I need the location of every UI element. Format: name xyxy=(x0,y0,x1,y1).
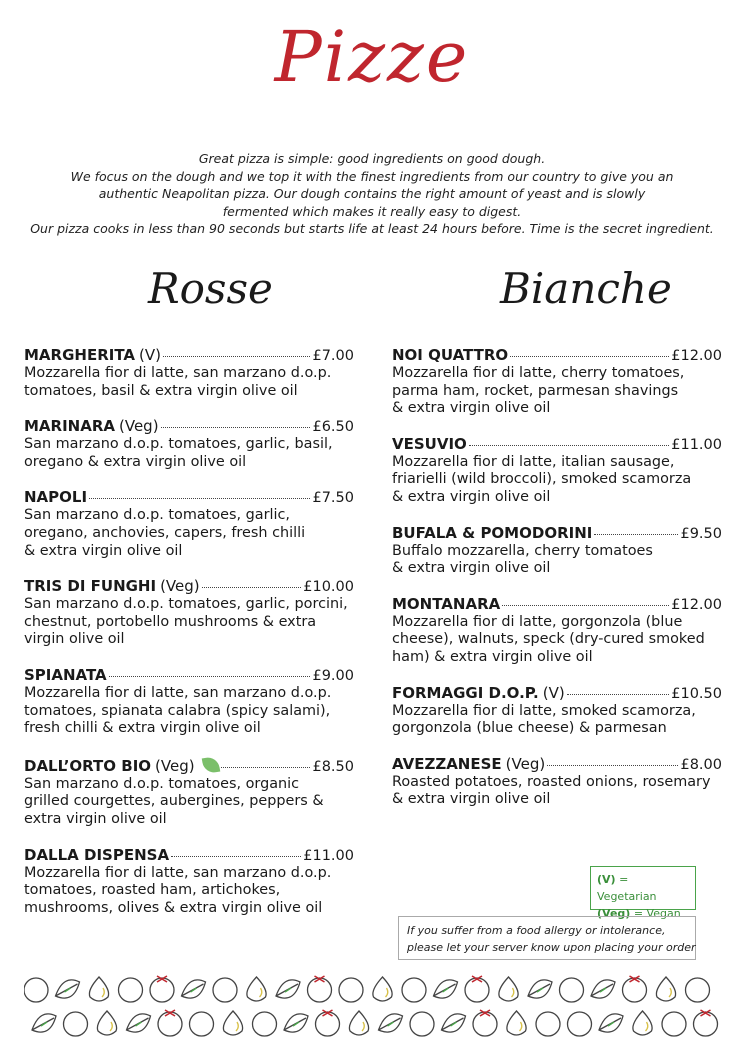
circle-icon xyxy=(190,1012,214,1036)
circle-icon xyxy=(402,978,426,1002)
menu-item-description: virgin olive oil xyxy=(24,631,125,648)
food-icon-border xyxy=(24,972,724,1042)
tomato-icon xyxy=(158,1010,182,1036)
dot-leader xyxy=(567,694,670,695)
leaf-icon xyxy=(599,1014,623,1032)
menu-item-diet-note: (Veg) xyxy=(505,754,546,773)
menu-item-description: tomatoes, basil & extra virgin olive oil xyxy=(24,382,298,399)
menu-item xyxy=(24,755,354,829)
circle-icon xyxy=(64,1012,88,1036)
intro-line: fermented which makes it really easy to digest. xyxy=(222,203,522,219)
menu-item xyxy=(392,524,722,578)
menu-item xyxy=(392,755,722,809)
allergy-line: If you suffer from a food allergy or intolerance, xyxy=(407,924,666,937)
menu-item-price: £7.50 xyxy=(312,490,354,507)
menu-item-header xyxy=(392,684,722,703)
menu-item-name: DALLA DISPENSA xyxy=(24,845,170,864)
menu-item-description: parma ham, rocket, parmesan shavings xyxy=(392,382,679,399)
circle-icon xyxy=(560,978,584,1002)
menu-item-description: Mozzarella fior di latte, italian sausage, xyxy=(392,453,675,470)
menu-item-price: £12.00 xyxy=(671,596,722,613)
leaf-icon xyxy=(276,980,300,998)
dot-leader xyxy=(510,356,669,357)
rosse-column xyxy=(24,346,354,934)
menu-item-description: oregano & extra virgin olive oil xyxy=(24,453,247,470)
menu-item-price: £11.00 xyxy=(671,436,722,453)
circle-icon xyxy=(410,1012,434,1036)
menu-item-diet-note: (Veg) xyxy=(155,756,195,775)
menu-item-diet-note: (V) xyxy=(542,683,565,702)
circle-icon xyxy=(686,978,710,1002)
menu-item-header xyxy=(392,755,722,774)
menu-item xyxy=(392,684,722,738)
drop-icon xyxy=(633,1011,652,1035)
menu-item-diet-note: (Veg) xyxy=(160,577,200,596)
dot-leader xyxy=(171,856,301,857)
tomato-icon xyxy=(316,1010,340,1036)
leaf-icon xyxy=(442,1014,466,1032)
menu-item xyxy=(392,595,722,667)
menu-item-header xyxy=(24,577,354,596)
menu-item-header xyxy=(24,488,354,507)
menu-item xyxy=(24,346,354,400)
leaf-icon xyxy=(284,1014,308,1032)
menu-item-description: fresh chilli & extra virgin olive oil xyxy=(24,720,261,737)
menu-item-description: mushrooms, olives & extra virgin olive oil xyxy=(24,899,323,916)
leaf-icon xyxy=(182,980,206,998)
drop-icon xyxy=(349,1011,368,1035)
menu-item-description: San marzano d.o.p. tomatoes, garlic, xyxy=(24,507,290,524)
menu-item-name: FORMAGGI D.O.P. xyxy=(392,683,539,702)
intro-text xyxy=(20,150,724,238)
menu-item-description: Mozzarella fior di latte, smoked scamorza, xyxy=(392,702,696,719)
menu-item-name: AVEZZANESE xyxy=(392,754,502,773)
allergy-line: please let your server know upon placing your order xyxy=(407,941,696,954)
drop-icon xyxy=(499,977,518,1001)
legend-v-label: = Vegetarian xyxy=(597,873,657,903)
menu-item-header xyxy=(24,346,354,365)
menu-item xyxy=(24,666,354,738)
dot-leader xyxy=(221,767,311,768)
menu-item-price: £6.50 xyxy=(312,419,354,436)
drop-icon xyxy=(507,1011,526,1035)
menu-item-header xyxy=(24,417,354,436)
circle-icon xyxy=(119,978,143,1002)
menu-item-name: MARGHERITA xyxy=(24,346,136,364)
menu-item-price: £12.00 xyxy=(671,348,722,364)
menu-item-price: £7.00 xyxy=(312,348,354,364)
drop-icon xyxy=(89,977,108,1001)
menu-item-description: extra virgin olive oil xyxy=(24,810,167,827)
menu-item-header xyxy=(392,524,722,543)
menu-item-description: San marzano d.o.p. tomatoes, organic xyxy=(24,775,300,792)
dot-leader xyxy=(161,427,311,428)
drop-icon xyxy=(373,977,392,1001)
leaf-icon xyxy=(528,980,552,998)
menu-item-header xyxy=(392,346,722,365)
menu-item-description: tomatoes, roasted ham, artichokes, xyxy=(24,882,281,899)
dot-leader xyxy=(163,356,311,357)
circle-icon xyxy=(24,978,48,1002)
menu-item xyxy=(24,488,354,560)
circle-icon xyxy=(662,1012,686,1036)
menu-item-description: & extra virgin olive oil xyxy=(392,791,551,808)
leaf-icon xyxy=(127,1014,151,1032)
tomato-icon xyxy=(623,976,647,1002)
menu-item-name: MONTANARA xyxy=(392,594,501,613)
drop-icon xyxy=(656,977,675,1001)
menu-item-description: Mozzarella fior di latte, san marzano d.o.p. xyxy=(24,684,332,701)
menu-item-header xyxy=(24,666,354,685)
leaf-icon xyxy=(434,980,458,998)
organic-leaf-icon xyxy=(201,755,220,774)
dot-leader xyxy=(502,605,669,606)
allergy-notice xyxy=(398,916,696,960)
menu-item-description: & extra virgin olive oil xyxy=(24,542,183,559)
menu-item-description: & extra virgin olive oil xyxy=(392,488,551,505)
drop-icon xyxy=(247,977,266,1001)
menu-item-description: & extra virgin olive oil xyxy=(392,400,551,417)
leaf-icon xyxy=(591,980,615,998)
menu-item-name: DALL’ORTO BIO xyxy=(24,756,152,775)
menu-item-diet-note: (Veg) xyxy=(119,417,159,436)
menu-item-description: chestnut, portobello mushrooms & extra xyxy=(24,613,317,630)
intro-line: authentic Neapolitan pizza. Our dough contains the right amount of yeast and is slowly xyxy=(98,186,646,202)
menu-item-description: grilled courgettes, aubergines, peppers & xyxy=(24,793,324,810)
menu-item xyxy=(24,577,354,649)
menu-item-name: BUFALA & POMODORINI xyxy=(392,523,593,542)
leaf-icon xyxy=(56,980,80,998)
menu-item-name: NOI QUATTRO xyxy=(392,346,509,364)
page-title: Pizze xyxy=(274,16,470,98)
menu-item-description: Roasted potatoes, roasted onions, rosemary xyxy=(392,773,711,790)
menu-item-name: SPIANATA xyxy=(24,665,107,684)
menu-item-description: San marzano d.o.p. tomatoes, garlic, basil, xyxy=(24,436,333,453)
diet-legend xyxy=(590,866,696,920)
tomato-icon xyxy=(465,976,489,1002)
drop-icon xyxy=(97,1011,116,1035)
intro-line: Our pizza cooks in less than 90 seconds but starts life at least 24 hours before. Time is the secret ingredient. xyxy=(30,221,714,237)
menu-item xyxy=(24,417,354,471)
menu-item-description: Mozzarella fior di latte, san marzano d.o.p. xyxy=(24,864,332,881)
menu-item-price: £8.50 xyxy=(312,758,354,775)
dot-leader xyxy=(547,765,678,766)
circle-icon xyxy=(213,978,237,1002)
menu-item-header xyxy=(24,846,354,865)
menu-item-header xyxy=(24,755,354,776)
bianche-heading: Bianche xyxy=(500,264,672,313)
menu-item-price: £9.00 xyxy=(312,667,354,684)
menu-item-name: MARINARA xyxy=(24,417,115,436)
legend-veg-key: (Veg) xyxy=(597,907,631,920)
menu-item-description: Mozzarella fior di latte, san marzano d.o.p. xyxy=(24,365,332,381)
menu-item-description: friarielli (wild broccoli), smoked scamorza xyxy=(392,471,692,488)
menu-item xyxy=(392,435,722,507)
menu-item-price: £9.50 xyxy=(680,525,722,542)
menu-item-price: £8.00 xyxy=(680,756,722,773)
dot-leader xyxy=(594,534,678,535)
menu-item-diet-note: (V) xyxy=(139,346,161,364)
menu-item-name: TRIS DI FUNGHI xyxy=(24,577,157,596)
menu-item-description: cheese), walnuts, speck (dry-cured smoked xyxy=(392,631,705,648)
dot-leader xyxy=(89,498,310,499)
circle-icon xyxy=(568,1012,592,1036)
intro-line: Great pizza is simple: good ingredients on good dough. xyxy=(198,151,546,166)
dot-leader xyxy=(469,445,669,446)
intro-line: We focus on the dough and we top it with the finest ingredients from our country to give you an xyxy=(70,168,674,184)
tomato-icon xyxy=(694,1010,718,1036)
circle-icon xyxy=(253,1012,277,1036)
menu-item-header xyxy=(392,595,722,614)
legend-v-key: (V) xyxy=(597,873,616,886)
menu-item-header xyxy=(392,435,722,454)
menu-item xyxy=(392,346,722,418)
menu-item-price: £11.00 xyxy=(303,847,354,864)
menu-item-description: San marzano d.o.p. tomatoes, garlic, porcini, xyxy=(24,596,348,613)
tomato-icon xyxy=(473,1010,497,1036)
bianche-column xyxy=(392,346,722,826)
circle-icon xyxy=(339,978,363,1002)
menu-item xyxy=(24,846,354,918)
tomato-icon xyxy=(150,976,174,1002)
legend-veg-label: = Vegan xyxy=(633,907,681,920)
dot-leader xyxy=(109,676,311,677)
dot-leader xyxy=(202,587,302,588)
menu-item-description: tomatoes, spianata calabra (spicy salami), xyxy=(24,702,331,719)
leaf-icon xyxy=(32,1014,56,1032)
menu-item-description: Mozzarella fior di latte, gorgonzola (blue xyxy=(392,613,683,630)
tomato-icon xyxy=(308,976,332,1002)
menu-item-name: NAPOLI xyxy=(24,488,88,507)
menu-item-description: oregano, anchovies, capers, fresh chilli xyxy=(24,524,306,541)
menu-item-description: gorgonzola (blue cheese) & parmesan xyxy=(392,720,667,737)
menu-item-price: £10.50 xyxy=(671,685,722,702)
menu-item-description: Mozzarella fior di latte, cherry tomatoes, xyxy=(392,365,685,381)
rosse-heading: Rosse xyxy=(148,264,273,313)
leaf-icon xyxy=(379,1014,403,1032)
menu-item-description: ham) & extra virgin olive oil xyxy=(392,648,593,665)
menu-item-description: Buffalo mozzarella, cherry tomatoes xyxy=(392,542,653,559)
menu-item-description: & extra virgin olive oil xyxy=(392,560,551,577)
drop-icon xyxy=(223,1011,242,1035)
circle-icon xyxy=(536,1012,560,1036)
menu-item-name: VESUVIO xyxy=(392,434,467,453)
menu-item-price: £10.00 xyxy=(303,579,354,596)
